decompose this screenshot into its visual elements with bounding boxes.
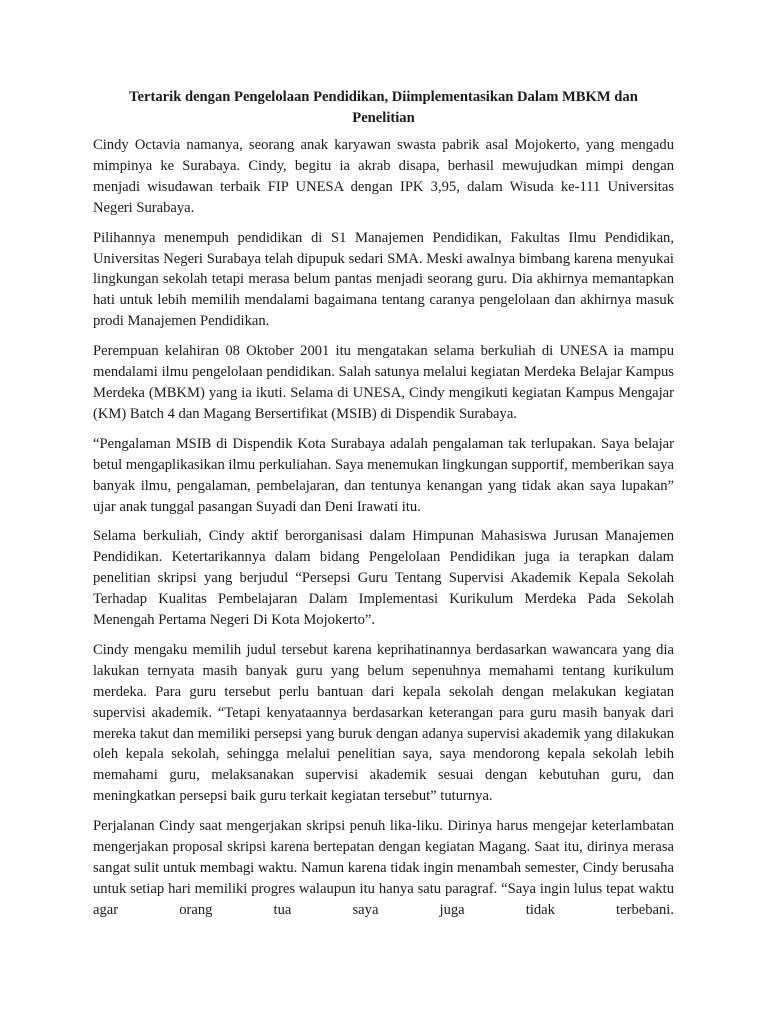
- document-title: Tertarik dengan Pengelolaan Pendidikan, Diimplementasikan Dalam MBKM dan Penelitian: [129, 89, 638, 126]
- paragraph: Perjalanan Cindy saat mengerjakan skripsi penuh lika-liku. Dirinya harus mengejar keterlambatan mengerjakan proposal skripsi karena bertepatan dengan kegiatan Magang. Saat itu, dirinya merasa sangat sulit untuk membagi waktu. Namun karena tidak ingin menambah semester, Cindy berusaha untuk setiap hari memiliki progres walaupun itu hanya satu paragraf. “Saya ingin lulus tepat waktu agar orang tua saya juga tidak terbebani.: [93, 818, 674, 918]
- paragraph: Cindy Octavia namanya, seorang anak karyawan swasta pabrik asal Mojokerto, yang mengadu mimpinya ke Surabaya. Cindy, begitu ia akrab disapa, berhasil mewujudkan mimpi dengan menjadi wisudawan terbaik FIP UNESA dengan IPK 3,95, dalam Wisuda ke-111 Universitas Negeri Surabaya.: [93, 137, 674, 216]
- paragraph: Selama berkuliah, Cindy aktif berorganisasi dalam Himpunan Mahasiswa Jurusan Manajemen Pendidikan. Ketertarikannya dalam bidang Pengelolaan Pendidikan juga ia terapkan dalam penelitian skripsi yang berjudul “Persepsi Guru Tentang Supervisi Akademik Kepala Sekolah Terhadap Kualitas Pembelajaran Dalam Implementasi Kurikulum Merdeka Pada Sekolah Menengah Pertama Negeri Di Kota Mojokerto”.: [93, 528, 674, 629]
- paragraph: Pilihannya menempuh pendidikan di S1 Manajemen Pendidikan, Fakultas Ilmu Pendidikan, Universitas Negeri Surabaya telah dipupuk sedari SMA. Meski awalnya bimbang karena menyukai lingkungan sekolah tetapi merasa belum pantas menjadi seorang guru. Dia akhirnya memantapkan hati untuk lebih memilih mendalami bagaimana tentang caranya pengelolaan dan akhirnya masuk prodi Manajemen Pendidikan.: [93, 229, 674, 330]
- document-body: [93, 87, 674, 930]
- paragraph: Cindy mengaku memilih judul tersebut karena keprihatinannya berdasarkan wawancara yang dia lakukan ternyata masih banyak guru yang belum sepenuhnya memahami tentang kurikulum merdeka. Para guru tersebut perlu bantuan dari kepala sekolah dengan melakukan kegiatan supervisi akademik. “Tetapi kenyataannya berdasarkan keterangan para guru masih banyak dari mereka takut dan memiliki persepsi yang buruk dengan adanya supervisi akademik yang dilakukan oleh kepala sekolah, sehingga melalui penelitian saya, saya mendorong kepala sekolah lebih memahami guru, melaksanakan supervisi akademik sesuai dengan kebutuhan guru, dan meningkatkan persepsi baik guru terkait kegiatan tersebut” tuturnya.: [93, 641, 674, 805]
- paragraph: “Pengalaman MSIB di Dispendik Kota Surabaya adalah pengalaman tak terlupakan. Saya belajar betul mengaplikasikan ilmu perkuliahan. Saya menemukan lingkungan supportif, memberikan saya banyak ilmu, pengalaman, pembelajaran, dan tentunya kenangan yang tidak akan saya lupakan” ujar anak tunggal pasangan Suyadi dan Deni Irawati itu.: [93, 435, 674, 515]
- paragraph: Perempuan kelahiran 08 Oktober 2001 itu mengatakan selama berkuliah di UNESA ia mampu mendalami ilmu pengelolaan pendidikan. Salah satunya melalui kegiatan Merdeka Belajar Kampus Merdeka (MBKM) yang ia ikuti. Selama di UNESA, Cindy mengikuti kegiatan Kampus Mengajar (KM) Batch 4 dan Magang Bersertifikat (MSIB) di Dispendik Surabaya.: [93, 343, 674, 422]
